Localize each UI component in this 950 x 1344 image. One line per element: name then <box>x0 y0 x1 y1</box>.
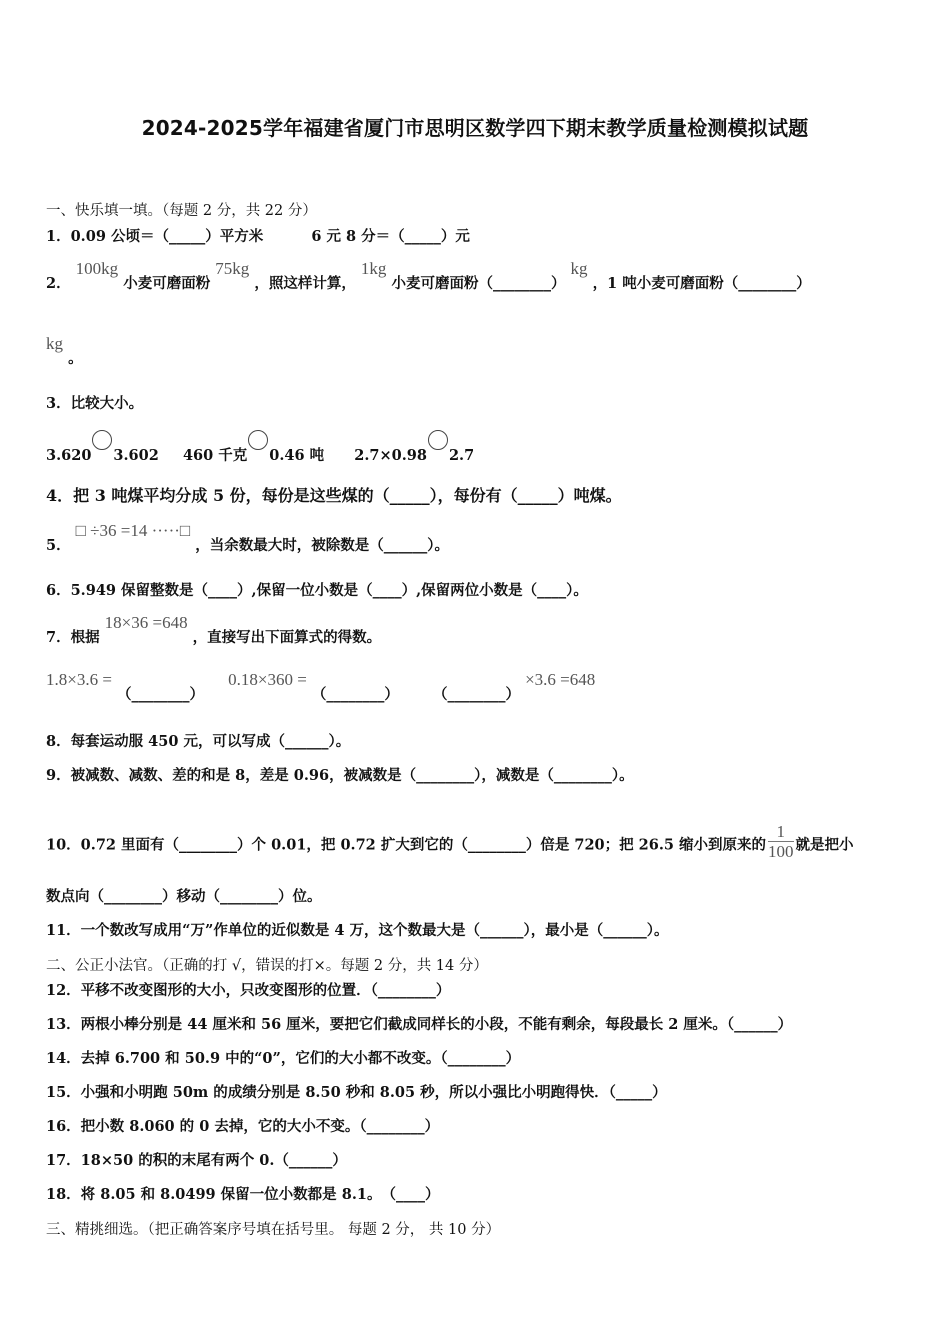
math-expression-2: 0.18×360 = <box>228 670 307 689</box>
math-kg-2: kg <box>46 334 63 353</box>
math-expression-1: 1.8×3.6 = <box>46 670 112 689</box>
question-13: 13．两根小棒分别是 44 厘米和 56 厘米，要把它们截成同样长的小段，不能有剩余，每段最长 2 厘米。（______） <box>46 1016 793 1033</box>
answer-blank-1: （________） <box>117 686 204 703</box>
compare-a-left: 3.620 <box>46 447 92 464</box>
question-7-text-1: 7．根据 <box>46 629 100 646</box>
compare-c-left: 2.7×0.98 <box>354 447 427 464</box>
question-18: 18．将 8.05 和 8.0499 保留一位小数都是 8.1。 （____） <box>46 1186 440 1203</box>
question-3: 3．比较大小。 <box>46 395 144 412</box>
math-division-expression: □ ÷36 =14 ·····□ <box>75 521 191 540</box>
section-1-heading: 一、快乐填一填。（每题 2 分，共 22 分） <box>46 203 317 219</box>
question-10-continued: 数点向（________）移动（________）位。 <box>46 888 322 905</box>
question-2-end: 。 <box>68 350 83 367</box>
compare-b-right: 0.46 吨 <box>269 447 325 464</box>
question-11: 11．一个数改写成用“万”作单位的近似数是 4 万，这个数最大是（______），最小是（______）。 <box>46 922 669 939</box>
exam-title: 2024-2025学年福建省厦门市思明区数学四下期末教学质量检测模拟试题 <box>141 116 809 140</box>
math-kg-1: kg <box>570 259 588 278</box>
question-14: 14．去掉 6.700 和 50.9 中的“0”，它们的大小都不改变。（________） <box>46 1050 521 1067</box>
math-1kg: 1kg <box>360 259 387 278</box>
compare-a-right: 3.602 <box>113 447 159 464</box>
fraction-one-hundredth <box>768 822 794 861</box>
question-7 <box>46 613 382 648</box>
math-18x36: 18×36 =648 <box>104 613 188 632</box>
question-2-text-4: ，1 吨小麦可磨面粉（________） <box>592 275 811 292</box>
question-17: 17．18×50 的积的末尾有两个 0.（______） <box>46 1152 347 1169</box>
question-1 <box>46 227 470 247</box>
question-1-part-b: 6 元 8 分＝（_____）元 <box>311 228 470 245</box>
question-2-text-2: ，照这样计算， <box>254 275 356 292</box>
question-7-expressions <box>46 670 596 705</box>
question-9: 9．被减数、减数、差的和是 8，差是 0.96，被减数是（________），减数是（________）。 <box>46 767 634 784</box>
section-3-heading: 三、精挑细选。（把正确答案序号填在括号里。 每题 2 分， 共 10 分） <box>46 1222 501 1238</box>
compare-c-right: 2.7 <box>448 447 475 464</box>
question-12: 12．平移不改变图形的大小，只改变图形的位置．（________） <box>46 982 451 999</box>
question-5-text: ，当余数最大时，被除数是（______）。 <box>195 537 449 554</box>
fraction-denominator: 100 <box>768 842 794 861</box>
section-2-heading: 二、公正小法官。（正确的打 √，错误的打×。每题 2 分，共 14 分） <box>46 958 488 974</box>
question-7-text-2: ，直接写出下面算式的得数。 <box>192 629 382 646</box>
answer-blank-3: （________） <box>433 686 520 703</box>
question-3-comparisons <box>46 440 474 466</box>
answer-blank-2: （________） <box>311 686 399 703</box>
question-15: 15．小强和小明跑 50m 的成绩分别是 8.50 秒和 8.05 秒，所以小强比小明跑得快．（_____） <box>46 1084 667 1101</box>
question-2 <box>46 259 811 294</box>
fraction-numerator: 1 <box>768 822 794 842</box>
question-2-text-1: 小麦可磨面粉 <box>123 275 211 292</box>
compare-circle-icon[interactable] <box>248 430 268 450</box>
math-expression-3: ×3.6 =648 <box>525 670 596 689</box>
question-2-number: 2． <box>46 275 71 292</box>
math-75kg: 75kg <box>215 259 250 278</box>
question-5-number: 5． <box>46 537 71 554</box>
question-4: 4．把 3 吨煤平均分成 5 份，每份是这些煤的（_____），每份有（_____）吨煤。 <box>46 486 622 505</box>
question-6: 6．5.949 保留整数是（____）,保留一位小数是（____）,保留两位小数是（____）。 <box>46 582 588 599</box>
question-8: 8．每套运动服 450 元，可以写成（______）。 <box>46 733 351 750</box>
question-2-text-3: 小麦可磨面粉（________） <box>391 275 566 292</box>
question-10-text-1: 10．0.72 里面有（________）个 0.01，把 0.72 扩大到它的（________）倍是 720；把 26.5 缩小到原来的 <box>46 836 767 854</box>
question-1-part-a: 1．0.09 公顷＝（_____）平方米 <box>46 228 264 245</box>
question-16: 16．把小数 8.060 的 0 去掉，它的大小不变。（________） <box>46 1118 440 1135</box>
question-10-text-2: 就是把小 <box>795 836 854 854</box>
math-100kg: 100kg <box>75 259 119 278</box>
question-5 <box>46 521 449 556</box>
question-2-continued <box>46 334 83 369</box>
compare-b-left: 460 千克 <box>182 447 248 464</box>
question-10 <box>46 822 854 865</box>
compare-circle-icon[interactable] <box>428 430 448 450</box>
compare-circle-icon[interactable] <box>92 430 112 450</box>
